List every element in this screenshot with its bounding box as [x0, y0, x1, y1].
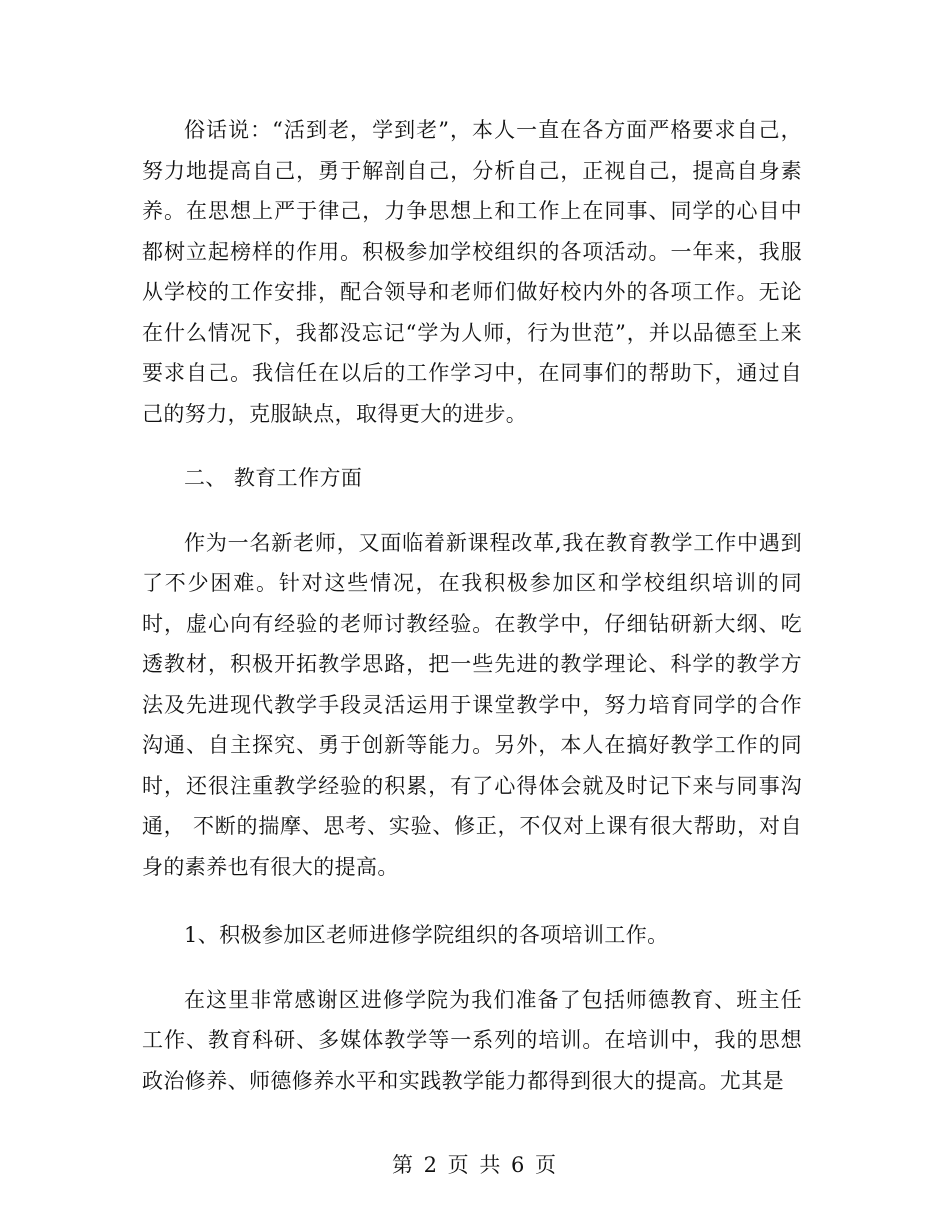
paragraph-teaching-work: 作为一名新老师，又面临着新课程改革,我在教育教学工作中遇到了不少困难。针对这些情况，在我积极参加区和学校组织培训的同时，虚心向有经验的老师讨教经验。在教学中，仔细钻研新大纲、吃透教材，积极开拓教学思路，把一些先进的教学理论、科学的教学方法及先进现代教学手段灵活运用于课堂教学中，努力培育同学的合作沟通、自主探究、勇于创新等能力。另外，本人在搞好教学工作的同时，还很注重教学经验的积累，有了心得体会就及时记下来与同事沟通， 不断的揣摩、思考、实验、修正，不仅对上课有很大帮助，对自身的素养也有很大的提高。 [142, 530, 802, 879]
paragraph-self-requirement: 俗话说：“活到老，学到老”，本人一直在各方面严格要求自己，努力地提高自己，勇于解剖自己，分析自己，正视自己，提高自身素养。在思想上严于律己，力争思想上和工作上在同事、同学的心目中都树立起榜样的作用。积极参加学校组织的各项活动。一年来，我服从学校的工作安排，配合领导和老师们做好校内外的各项工作。无论在什么情况下，我都没忘记“学为人师，行为世范”，并以品德至上来要求自己。我信任在以后的工作学习中，在同事们的帮助下，通过自己的努力，克服缺点，取得更大的进步。 [142, 118, 802, 426]
subheading-training: 1、积极参加区老师进修学院组织的各项培训工作。 [184, 923, 669, 947]
section-heading-education-work: 二、 教育工作方面 [184, 466, 363, 490]
document-body [142, 110, 802, 1101]
page-number-footer: 第 2 页 共 6 页 [391, 1153, 559, 1177]
paragraph-training-thanks: 在这里非常感谢区进修学院为我们准备了包括师德教育、班主任工作、教育科研、多媒体教学等一系列的培训。在培训中，我的思想政治修养、师德修养水平和实践教学能力都得到很大的提高。尤其是 [142, 987, 802, 1093]
